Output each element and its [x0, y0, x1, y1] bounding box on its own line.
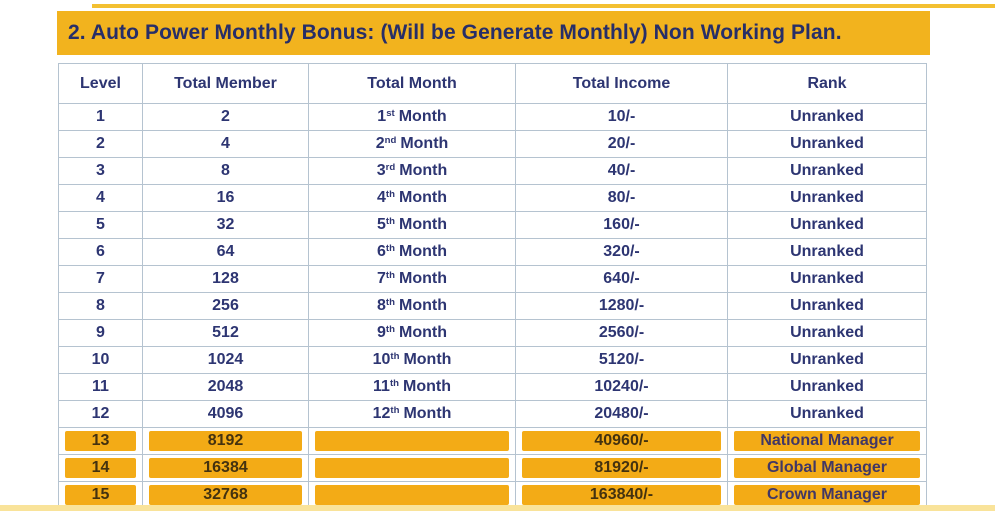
month-ordinal-suffix: th [385, 215, 395, 227]
level-value: 5 [96, 216, 105, 233]
month-number: 1 [377, 108, 387, 125]
income-value-box [516, 266, 727, 292]
total-month-cell [309, 347, 516, 374]
month-value-box [309, 266, 515, 292]
rank-cell [728, 401, 927, 428]
rank-value: Unranked [790, 189, 864, 206]
total-income-value: 40960/- [594, 432, 649, 449]
income-value-box [516, 104, 727, 130]
month-ordinal-suffix: rd [385, 161, 396, 173]
level-cell [59, 185, 143, 212]
total-income-cell [516, 239, 728, 266]
month-value-box [309, 239, 515, 265]
total-member-value: 16384 [203, 459, 248, 476]
total-income-cell [516, 212, 728, 239]
month-number: 9 [377, 324, 386, 341]
rank-value-box [728, 293, 926, 319]
total-income-cell [516, 293, 728, 320]
rank-value: Unranked [790, 405, 864, 422]
cutoff-top-yellow-line [92, 4, 995, 8]
total-member-cell [143, 374, 309, 401]
month-ordinal-suffix: nd [384, 134, 397, 146]
total-month-cell [309, 374, 516, 401]
rank-value: Unranked [790, 270, 864, 287]
column-header-total-month: Total Month [309, 64, 516, 104]
month-value-box [309, 374, 515, 400]
level-cell [59, 266, 143, 293]
rank-value: Unranked [790, 243, 864, 260]
table-row [59, 185, 927, 212]
total-month-cell [309, 455, 516, 482]
month-word: Month [398, 216, 447, 233]
level-value: 13 [91, 432, 110, 449]
month-value-box [309, 185, 515, 211]
bonus-table [58, 63, 927, 509]
level-value-box [59, 104, 142, 130]
total-income-value: 5120/- [598, 351, 645, 368]
total-member-value: 32768 [203, 486, 248, 503]
level-value-box [59, 374, 142, 400]
month-value-box [309, 347, 515, 373]
total-member-value: 64 [216, 243, 235, 260]
rank-value-box [728, 239, 926, 265]
rank-cell [728, 239, 927, 266]
total-month-cell [309, 104, 516, 131]
level-value: 2 [96, 135, 105, 152]
month-word: Month [403, 405, 452, 422]
rank-value-box [728, 401, 926, 427]
total-member-cell [143, 428, 309, 455]
total-income-cell [516, 131, 728, 158]
month-word: Month [398, 270, 447, 287]
month-word: Month [403, 351, 452, 368]
month-value-box [315, 485, 509, 505]
level-cell [59, 158, 143, 185]
total-member-cell [143, 131, 309, 158]
table-row [59, 212, 927, 239]
rank-cell [728, 104, 927, 131]
total-month-cell [309, 293, 516, 320]
member-value-box [149, 431, 302, 451]
total-income-value: 640/- [603, 270, 640, 287]
month-ordinal-suffix: th [389, 377, 399, 389]
rank-value-box [728, 131, 926, 157]
table-row [59, 347, 927, 374]
total-member-cell [143, 158, 309, 185]
member-value-box [149, 458, 302, 478]
table-header-row [59, 64, 927, 104]
rank-value: Unranked [790, 378, 864, 395]
column-header-level: Level [59, 64, 143, 104]
month-word: Month [400, 135, 449, 152]
month-value-box [309, 104, 515, 130]
rank-cell [728, 347, 927, 374]
total-month-cell [309, 158, 516, 185]
total-month-cell [309, 131, 516, 158]
total-income-cell [516, 320, 728, 347]
month-number: 8 [377, 297, 386, 314]
total-income-cell [516, 266, 728, 293]
income-value-box [516, 131, 727, 157]
rank-value-box [734, 458, 920, 478]
level-value-box [59, 131, 142, 157]
total-month-cell [309, 239, 516, 266]
level-value: 1 [96, 108, 105, 125]
rank-value: Unranked [790, 108, 864, 125]
column-header-rank: Rank [728, 64, 927, 104]
level-value: 8 [96, 297, 105, 314]
total-member-cell [143, 185, 309, 212]
total-member-cell [143, 293, 309, 320]
member-value-box [143, 266, 308, 292]
total-income-value: 40/- [607, 162, 636, 179]
level-cell [59, 131, 143, 158]
rank-cell [728, 320, 927, 347]
total-member-value: 256 [212, 297, 239, 314]
total-member-value: 4096 [207, 405, 244, 422]
total-income-cell [516, 104, 728, 131]
total-income-value: 20480/- [594, 405, 649, 422]
month-number: 4 [377, 189, 386, 206]
month-ordinal-suffix: th [385, 188, 395, 200]
table-row [59, 293, 927, 320]
table-row [59, 239, 927, 266]
income-value-box [516, 374, 727, 400]
month-ordinal-suffix: th [385, 242, 395, 254]
month-number: 2 [375, 135, 385, 152]
total-income-value: 2560/- [598, 324, 645, 341]
level-cell [59, 293, 143, 320]
total-member-value: 32 [216, 216, 235, 233]
rank-value-box [728, 347, 926, 373]
month-value-box [309, 320, 515, 346]
month-number: 7 [377, 270, 386, 287]
rank-value: Unranked [790, 216, 864, 233]
month-word: Month [398, 189, 447, 206]
total-month-cell [309, 212, 516, 239]
member-value-box [143, 374, 308, 400]
level-cell [59, 455, 143, 482]
total-month-cell [309, 428, 516, 455]
member-value-box [143, 401, 308, 427]
level-cell [59, 347, 143, 374]
total-income-cell [516, 455, 728, 482]
month-ordinal-suffix: st [386, 107, 395, 119]
table-row [59, 104, 927, 131]
table-row [59, 158, 927, 185]
total-month-cell [309, 401, 516, 428]
level-value: 9 [96, 324, 105, 341]
month-ordinal-suffix: th [385, 269, 395, 281]
level-value-box [59, 347, 142, 373]
month-number: 10 [372, 351, 391, 368]
month-word: Month [398, 324, 447, 341]
total-member-value: 1024 [207, 351, 244, 368]
member-value-box [149, 485, 302, 505]
month-number: 3 [376, 162, 386, 179]
total-member-cell [143, 212, 309, 239]
month-number: 6 [377, 243, 386, 260]
level-value-box [65, 431, 136, 451]
income-value-box [522, 431, 721, 451]
income-value-box [516, 239, 727, 265]
rank-cell [728, 374, 927, 401]
member-value-box [143, 239, 308, 265]
rank-value-box [728, 212, 926, 238]
total-member-cell [143, 320, 309, 347]
total-income-value: 1280/- [598, 297, 645, 314]
level-value-box [59, 320, 142, 346]
rank-cell [728, 185, 927, 212]
total-income-value: 160/- [603, 216, 640, 233]
month-word: Month [398, 108, 447, 125]
rank-cell [728, 293, 927, 320]
table-row [59, 131, 927, 158]
cutoff-bottom-yellow-strip [0, 505, 995, 511]
rank-cell [728, 455, 927, 482]
level-value: 14 [91, 459, 110, 476]
total-member-cell [143, 104, 309, 131]
level-value: 12 [91, 405, 110, 422]
level-cell [59, 374, 143, 401]
income-value-box [522, 458, 721, 478]
level-value: 15 [91, 486, 110, 503]
month-ordinal-suffix: th [385, 323, 395, 335]
total-income-value: 10/- [607, 108, 636, 125]
page-title: 2. Auto Power Monthly Bonus: (Will be Generate Monthly) Non Working Plan. [68, 21, 842, 44]
month-value-box [315, 431, 509, 451]
total-member-value: 16 [216, 189, 235, 206]
total-income-value: 20/- [607, 135, 636, 152]
total-member-value: 4 [221, 135, 230, 152]
total-member-cell [143, 455, 309, 482]
rank-value-box [734, 431, 920, 451]
level-value-box [59, 158, 142, 184]
rank-value: Unranked [790, 351, 864, 368]
level-value: 7 [96, 270, 105, 287]
month-value-box [309, 158, 515, 184]
member-value-box [143, 185, 308, 211]
rank-cell [728, 212, 927, 239]
month-value-box [315, 458, 509, 478]
month-value-box [309, 212, 515, 238]
table-row [59, 455, 927, 482]
income-value-box [516, 158, 727, 184]
month-value-box [309, 401, 515, 427]
member-value-box [143, 293, 308, 319]
rank-value: Unranked [790, 297, 864, 314]
total-month-cell [309, 185, 516, 212]
table-row [59, 428, 927, 455]
total-income-value: 80/- [607, 189, 636, 206]
level-value-box [59, 401, 142, 427]
total-member-value: 8192 [207, 432, 244, 449]
level-value-box [65, 458, 136, 478]
table-row [59, 374, 927, 401]
title-banner [57, 11, 930, 55]
rank-value-box [728, 320, 926, 346]
level-value: 4 [96, 189, 105, 206]
level-cell [59, 104, 143, 131]
total-member-cell [143, 239, 309, 266]
level-value-box [59, 266, 142, 292]
level-value-box [59, 293, 142, 319]
level-value-box [59, 185, 142, 211]
month-word: Month [403, 378, 451, 395]
month-ordinal-suffix: th [390, 404, 400, 416]
rank-cell [728, 131, 927, 158]
income-value-box [522, 485, 721, 505]
total-income-value: 320/- [603, 243, 640, 260]
level-value-box [59, 212, 142, 238]
column-header-total-member: Total Member [143, 64, 309, 104]
member-value-box [143, 131, 308, 157]
level-value: 6 [96, 243, 105, 260]
total-income-value: 10240/- [594, 378, 649, 395]
total-income-cell [516, 185, 728, 212]
total-month-cell [309, 266, 516, 293]
rank-cell [728, 266, 927, 293]
member-value-box [143, 158, 308, 184]
month-number: 5 [377, 216, 386, 233]
total-member-cell [143, 401, 309, 428]
total-income-value: 81920/- [594, 459, 649, 476]
level-cell [59, 428, 143, 455]
rank-value: Crown Manager [766, 486, 887, 503]
level-value-box [59, 239, 142, 265]
total-member-value: 2 [221, 108, 230, 125]
income-value-box [516, 293, 727, 319]
rank-cell [728, 158, 927, 185]
month-number: 12 [372, 405, 391, 422]
income-value-box [516, 212, 727, 238]
total-income-cell [516, 401, 728, 428]
rank-value: National Manager [760, 432, 894, 449]
level-cell [59, 212, 143, 239]
month-ordinal-suffix: th [390, 350, 400, 362]
month-ordinal-suffix: th [385, 296, 395, 308]
total-income-cell [516, 347, 728, 374]
month-value-box [309, 131, 515, 157]
income-value-box [516, 185, 727, 211]
member-value-box [143, 320, 308, 346]
rank-value-box [728, 266, 926, 292]
total-member-cell [143, 266, 309, 293]
member-value-box [143, 212, 308, 238]
rank-value-box [728, 185, 926, 211]
rank-value-box [728, 374, 926, 400]
rank-value-box [728, 104, 926, 130]
total-income-cell [516, 158, 728, 185]
table-row [59, 266, 927, 293]
month-value-box [309, 293, 515, 319]
rank-value: Unranked [790, 135, 864, 152]
month-word: Month [398, 243, 447, 260]
level-cell [59, 239, 143, 266]
month-word: Month [399, 162, 448, 179]
level-value: 10 [91, 351, 110, 368]
total-member-value: 8 [221, 162, 230, 179]
rank-value-box [728, 158, 926, 184]
total-income-cell [516, 428, 728, 455]
rank-cell [728, 428, 927, 455]
month-number: 11 [373, 378, 390, 395]
member-value-box [143, 347, 308, 373]
column-header-total-income: Total Income [516, 64, 728, 104]
total-member-cell [143, 347, 309, 374]
member-value-box [143, 104, 308, 130]
level-value: 3 [96, 162, 105, 179]
total-income-cell [516, 374, 728, 401]
level-value: 11 [92, 378, 109, 395]
table-row [59, 320, 927, 347]
total-member-value: 512 [212, 324, 239, 341]
income-value-box [516, 347, 727, 373]
total-income-value: 163840/- [589, 486, 654, 503]
rank-value: Unranked [790, 324, 864, 341]
income-value-box [516, 320, 727, 346]
total-member-value: 2048 [207, 378, 244, 395]
rank-value: Unranked [790, 162, 864, 179]
level-cell [59, 320, 143, 347]
month-word: Month [398, 297, 447, 314]
total-month-cell [309, 320, 516, 347]
rank-value-box [734, 485, 920, 505]
level-value-box [65, 485, 136, 505]
total-member-value: 128 [212, 270, 239, 287]
level-cell [59, 401, 143, 428]
rank-value: Global Manager [766, 459, 888, 476]
income-value-box [516, 401, 727, 427]
table-row [59, 401, 927, 428]
